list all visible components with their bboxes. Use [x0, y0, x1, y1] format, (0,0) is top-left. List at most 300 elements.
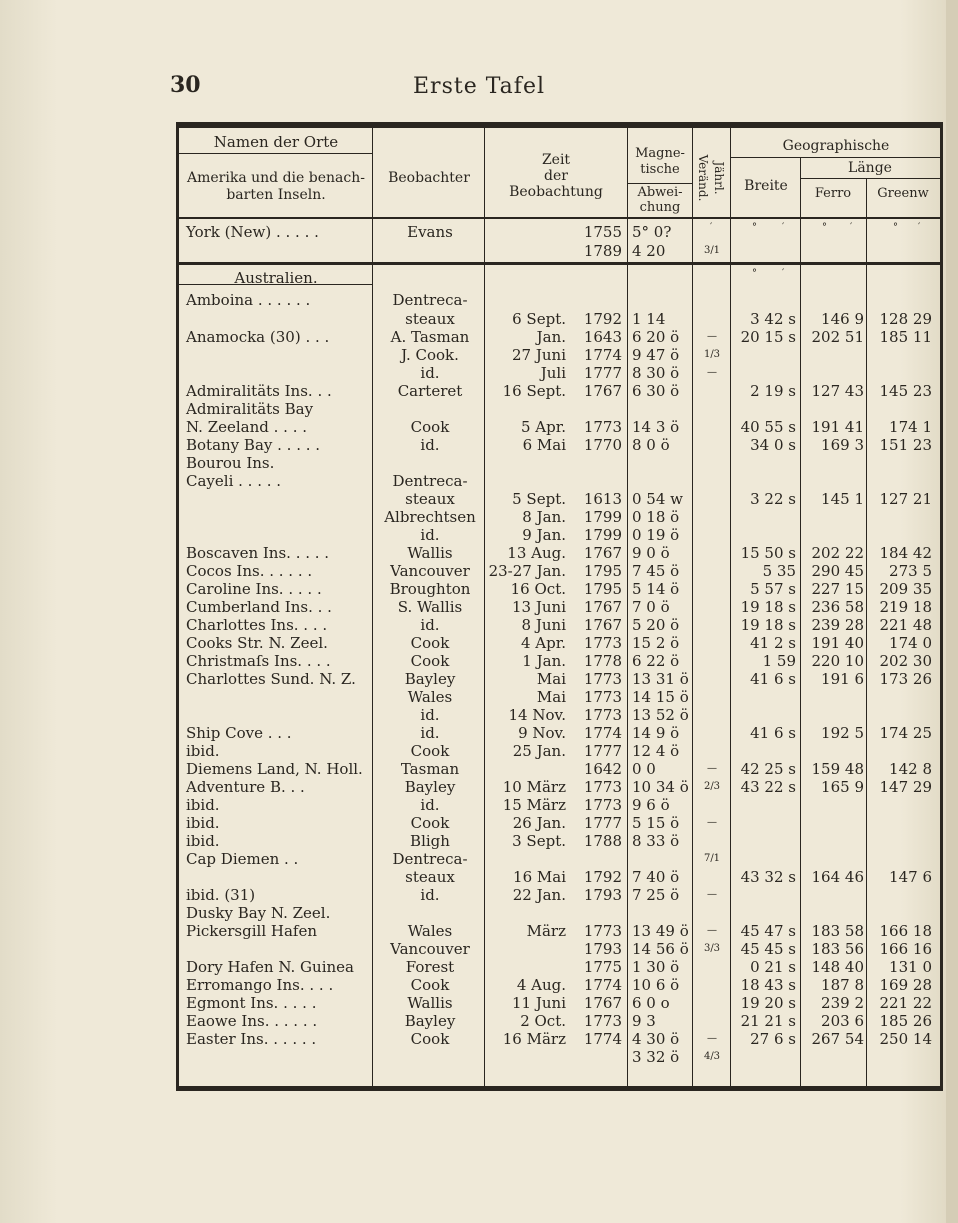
cell-mag: 14 3 ö [632, 418, 680, 436]
table-row [0, 1012, 958, 1030]
cell-obs: Tasman [400, 760, 460, 778]
header-annual: Jährl. Veränd. [696, 154, 726, 202]
cell-obs: id. [420, 526, 440, 544]
cell-mag: 0 54 w [632, 490, 684, 508]
section-title: Australien. [234, 269, 318, 287]
cell-ann: 2/3 [703, 781, 721, 792]
cell-mag: 8 33 ö [632, 832, 680, 850]
table-row [0, 508, 958, 526]
cell-gw: 185 26 [879, 1012, 932, 1030]
cell-year: 1788 [583, 832, 622, 850]
cell-place: Caroline Ins. . . . . [186, 580, 322, 598]
cell-date: 15 März [502, 796, 566, 814]
cell-ann: — [707, 817, 717, 828]
cell-date: 16 Sept. [502, 382, 566, 400]
cell-place: Amboina . . . . . . [186, 291, 311, 309]
cell-date: 26 Jan. [512, 814, 566, 832]
cell-place: Ship Cove . . . [186, 724, 292, 742]
cell-lat: 19 18 s [740, 616, 796, 634]
cell-mag: 0 19 ö [632, 526, 680, 544]
cell-year: 1777 [583, 814, 622, 832]
cell-place: Anamocka (30) . . . [186, 328, 330, 346]
cell-year: 1774 [583, 724, 622, 742]
cell-lat: 3 22 s [750, 490, 796, 508]
cell-year: 1773 [583, 922, 622, 940]
cell-ann: 1/3 [703, 349, 721, 360]
cell-mag: 5 20 ö [632, 616, 680, 634]
cell-obs: id. [420, 706, 440, 724]
cell-obs: id. [420, 724, 440, 742]
cell-year: 1778 [583, 652, 622, 670]
table-row [0, 580, 958, 598]
cell-date: 2 Oct. [520, 1012, 566, 1030]
cell-date: 8 Jan. [522, 508, 566, 526]
cell-lat: 42 25 s [740, 760, 796, 778]
cell-gw: 128 29 [879, 310, 932, 328]
cell-ferro: 267 54 [811, 1030, 864, 1048]
table-row [0, 742, 958, 760]
cell-year: 1773 [583, 778, 622, 796]
cell-year: 1613 [583, 490, 622, 508]
cell-gw: 185 11 [879, 328, 932, 346]
cell-date: 1 Jan. [522, 652, 566, 670]
cell-lat: 3 42 s [750, 310, 796, 328]
cell-mag: 6 20 ö [632, 328, 680, 346]
cell-date: März [526, 922, 566, 940]
cell-ferro: 202 22 [811, 544, 864, 562]
cell-ann: 3/1 [703, 245, 721, 256]
cell-gw: 147 29 [879, 778, 932, 796]
cell-lat: 15 50 s [740, 544, 796, 562]
table-row [0, 1048, 958, 1066]
cell-lat: 0 21 s [750, 958, 796, 976]
header-time: Zeit [541, 152, 571, 168]
cell-ferro: 191 40 [811, 634, 864, 652]
cell-year: 1777 [583, 364, 622, 382]
table-row [0, 310, 958, 328]
cell-ferro: 202 51 [811, 328, 864, 346]
cell-mag: 7 40 ö [632, 868, 680, 886]
header-time: Beobachtung [509, 184, 603, 200]
header-observer: Beobachter [388, 170, 470, 186]
cell-place: Bourou Ins. [186, 454, 275, 472]
cell-mag: 4 20 [632, 242, 666, 260]
cell-year: 1777 [583, 742, 622, 760]
cell-ann: — [707, 763, 717, 774]
cell-obs: Dentreca- [392, 850, 468, 868]
cell-gw: 174 1 [889, 418, 932, 436]
header-latitude: Breite [744, 178, 788, 194]
cell-place: Diemens Land, N. Holl. [186, 760, 363, 778]
cell-obs: A. Tasman [390, 328, 470, 346]
cell-obs: Cook [410, 1030, 450, 1048]
unit-minute: ′ [918, 222, 921, 233]
cell-ferro: 159 48 [811, 760, 864, 778]
cell-mag: 7 25 ö [632, 886, 680, 904]
cell-mag: 6 0 o [632, 994, 670, 1012]
cell-lat: 34 0 s [750, 436, 796, 454]
unit-minute: ′ [850, 222, 853, 233]
cell-year: 1792 [583, 868, 622, 886]
cell-lat: 20 15 s [740, 328, 796, 346]
cell-place: Christmaſs Ins. . . . [186, 652, 331, 670]
cell-gw: 219 18 [879, 598, 932, 616]
table-row [0, 382, 958, 400]
cell-mag: 7 45 ö [632, 562, 680, 580]
cell-obs: steaux [405, 310, 455, 328]
cell-date: 9 Jan. [522, 526, 566, 544]
table-row [0, 706, 958, 724]
cell-date: 23-27 Jan. [488, 562, 566, 580]
cell-date: 6 Sept. [512, 310, 566, 328]
cell-mag: 14 15 ö [632, 688, 689, 706]
cell-year: 1642 [583, 760, 622, 778]
cell-ferro: 290 45 [811, 562, 864, 580]
cell-place: Admiralitäts Ins. . . [186, 382, 332, 400]
table-row [0, 778, 958, 796]
table-row [0, 922, 958, 940]
header-magnetic: chung [639, 200, 681, 215]
cell-obs: Evans [407, 223, 453, 241]
cell-place: ibid. (31) [186, 886, 256, 904]
cell-place: Adventure B. . . [186, 778, 305, 796]
table-row [0, 454, 958, 472]
cell-date: 16 Mai [513, 868, 566, 886]
cell-date: 5 Sept. [512, 490, 566, 508]
cell-date: Mai [536, 670, 566, 688]
cell-gw: 174 0 [889, 634, 932, 652]
table-row [0, 526, 958, 544]
cell-obs: J. Cook. [401, 346, 459, 364]
cell-ferro: 145 1 [821, 490, 864, 508]
table-row [0, 436, 958, 454]
cell-gw: 273 5 [889, 562, 932, 580]
table-row [0, 904, 958, 922]
cell-gw: 221 48 [879, 616, 932, 634]
cell-year: 1774 [583, 346, 622, 364]
cell-ferro: 191 6 [821, 670, 864, 688]
cell-year: 1799 [583, 508, 622, 526]
cell-obs: Wales [407, 688, 453, 706]
cell-ferro: 220 10 [811, 652, 864, 670]
cell-lat: 5 35 [762, 562, 796, 580]
cell-date: 16 März [502, 1030, 566, 1048]
cell-lat: 18 43 s [740, 976, 796, 994]
cell-mag: 6 22 ö [632, 652, 680, 670]
cell-obs: Forest [405, 958, 455, 976]
cell-place: Egmont Ins. . . . . [186, 994, 317, 1012]
cell-place: Charlottes Sund. N. Z. [186, 670, 356, 688]
cell-lat: 5 57 s [750, 580, 796, 598]
cell-place: Cumberland Ins. . . [186, 598, 332, 616]
cell-obs: Cook [410, 814, 450, 832]
cell-lat: 41 6 s [750, 670, 796, 688]
cell-year: 1774 [583, 976, 622, 994]
cell-year: 1755 [583, 223, 622, 241]
header-longitude: Länge [848, 160, 892, 176]
cell-gw: 166 18 [879, 922, 932, 940]
header-geographic: Geographische [782, 138, 890, 154]
cell-gw: 145 23 [879, 382, 932, 400]
cell-obs: Broughton [389, 580, 471, 598]
cell-ferro: 164 46 [811, 868, 864, 886]
cell-gw: 169 28 [879, 976, 932, 994]
cell-mag: 6 30 ö [632, 382, 680, 400]
table-row [0, 616, 958, 634]
cell-mag: 9 0 ö [632, 544, 670, 562]
cell-place: Charlottes Ins. . . . [186, 616, 328, 634]
table-row [0, 544, 958, 562]
cell-ferro: 127 43 [811, 382, 864, 400]
table-row [0, 688, 958, 706]
cell-gw: 221 22 [879, 994, 932, 1012]
cell-place: Cooks Str. N. Zeel. [186, 634, 328, 652]
cell-gw: 173 26 [879, 670, 932, 688]
cell-obs: Wales [407, 922, 453, 940]
unit-minute: ′ [710, 222, 713, 233]
cell-gw: 174 25 [879, 724, 932, 742]
cell-place: Eaowe Ins. . . . . . [186, 1012, 318, 1030]
table-row [0, 994, 958, 1012]
table-row [0, 490, 958, 508]
cell-place: ibid. [186, 814, 220, 832]
table-row [0, 634, 958, 652]
cell-place: Botany Bay . . . . . [186, 436, 321, 454]
cell-ann: — [707, 1033, 717, 1044]
cell-date: 10 März [502, 778, 566, 796]
cell-obs: Dentreca- [392, 291, 468, 309]
cell-ann: — [707, 367, 717, 378]
table-row [0, 940, 958, 958]
cell-lat: 41 2 s [750, 634, 796, 652]
table-row [0, 1030, 958, 1048]
header-ferro: Ferro [814, 186, 852, 201]
cell-place: Cap Diemen . . [186, 850, 299, 868]
cell-obs: id. [420, 616, 440, 634]
cell-year: 1773 [583, 706, 622, 724]
cell-gw: 151 23 [879, 436, 932, 454]
unit-minute: ′ [782, 222, 785, 233]
cell-ferro: 146 9 [821, 310, 864, 328]
cell-lat: 45 47 s [740, 922, 796, 940]
cell-mag: 5 15 ö [632, 814, 680, 832]
table-row [0, 223, 958, 241]
cell-lat: 21 21 s [740, 1012, 796, 1030]
cell-mag: 0 0 [632, 760, 656, 778]
cell-year: 1795 [583, 562, 622, 580]
cell-year: 1793 [583, 940, 622, 958]
cell-obs: id. [420, 436, 440, 454]
cell-ann: 3/3 [703, 943, 721, 954]
cell-ann: — [707, 925, 717, 936]
cell-place: ibid. [186, 796, 220, 814]
cell-obs: S. Wallis [397, 598, 463, 616]
table-row [0, 832, 958, 850]
cell-obs: Cook [410, 418, 450, 436]
cell-date: 4 Apr. [520, 634, 566, 652]
cell-mag: 0 18 ö [632, 508, 680, 526]
cell-year: 1775 [583, 958, 622, 976]
cell-date: 22 Jan. [512, 886, 566, 904]
cell-ferro: 183 56 [811, 940, 864, 958]
table-row [0, 886, 958, 904]
table-row [0, 850, 958, 868]
cell-mag: 14 9 ö [632, 724, 680, 742]
cell-mag: 13 31 ö [632, 670, 689, 688]
table-row [0, 242, 958, 260]
cell-mag: 4 30 ö [632, 1030, 680, 1048]
cell-mag: 12 4 ö [632, 742, 680, 760]
cell-date: 14 Nov. [508, 706, 566, 724]
cell-place: Pickersgill Hafen [186, 922, 318, 940]
cell-ferro: 203 6 [821, 1012, 864, 1030]
cell-ferro: 183 58 [811, 922, 864, 940]
cell-mag: 13 52 ö [632, 706, 689, 724]
cell-date: 9 Nov. [518, 724, 566, 742]
cell-year: 1789 [583, 242, 622, 260]
table-row [0, 670, 958, 688]
cell-mag: 9 3 [632, 1012, 656, 1030]
cell-mag: 15 2 ö [632, 634, 680, 652]
table-row [0, 291, 958, 309]
cell-lat: 41 6 s [750, 724, 796, 742]
cell-gw: 131 0 [889, 958, 932, 976]
cell-year: 1773 [583, 688, 622, 706]
cell-obs: Wallis [407, 994, 453, 1012]
cell-gw: 202 30 [879, 652, 932, 670]
cell-date: 4 Aug. [516, 976, 566, 994]
cell-mag: 3 32 ö [632, 1048, 680, 1066]
header-magnetic: Abwei- [637, 185, 683, 200]
table-row [0, 346, 958, 364]
cell-place: Boscaven Ins. . . . . [186, 544, 330, 562]
header-magnetic: tische [640, 162, 680, 177]
header-place: Namen der Orte [213, 133, 339, 151]
cell-ann: 4/3 [703, 1051, 721, 1062]
table-row [0, 400, 958, 418]
table-row [0, 796, 958, 814]
cell-mag: 8 30 ö [632, 364, 680, 382]
cell-mag: 10 6 ö [632, 976, 680, 994]
cell-lat: 45 45 s [740, 940, 796, 958]
cell-lat: 40 55 s [740, 418, 796, 436]
cell-place: Cocos Ins. . . . . . [186, 562, 313, 580]
cell-obs: Bligh [410, 832, 450, 850]
cell-date: Mai [536, 688, 566, 706]
cell-ferro: 239 28 [811, 616, 864, 634]
table-row [0, 652, 958, 670]
table-row [0, 958, 958, 976]
cell-mag: 1 14 [632, 310, 666, 328]
unit-degree: ° [752, 222, 757, 233]
cell-ferro: 148 40 [811, 958, 864, 976]
cell-year: 1773 [583, 670, 622, 688]
cell-date: 8 Juni [521, 616, 566, 634]
cell-obs: Albrechtsen [384, 508, 476, 526]
cell-year: 1773 [583, 634, 622, 652]
table-row [0, 472, 958, 490]
cell-gw: 250 14 [879, 1030, 932, 1048]
cell-obs: Vancouver [390, 940, 470, 958]
table-row [0, 976, 958, 994]
cell-obs: steaux [405, 868, 455, 886]
cell-place: York (New) . . . . . [186, 223, 319, 241]
cell-lat: 27 6 s [750, 1030, 796, 1048]
cell-lat: 43 32 s [740, 868, 796, 886]
cell-ferro: 236 58 [811, 598, 864, 616]
header-place-sub: Amerika und die benach- [187, 170, 365, 186]
cell-year: 1792 [583, 310, 622, 328]
cell-place: ibid. [186, 742, 220, 760]
cell-year: 1773 [583, 796, 622, 814]
cell-obs: Bayley [404, 670, 456, 688]
cell-date: Juli [540, 364, 566, 382]
cell-gw: 166 16 [879, 940, 932, 958]
unit-degree: ° [893, 222, 898, 233]
cell-date: 27 Juni [512, 346, 566, 364]
cell-year: 1793 [583, 886, 622, 904]
cell-lat: 43 22 s [740, 778, 796, 796]
table-row [0, 760, 958, 778]
cell-date: 3 Sept. [512, 832, 566, 850]
cell-ferro: 187 8 [821, 976, 864, 994]
table-row [0, 364, 958, 382]
cell-place: Admiralitäts Bay [186, 400, 314, 418]
table-row [0, 814, 958, 832]
cell-lat: 19 18 s [740, 598, 796, 616]
cell-year: 1770 [583, 436, 622, 454]
cell-date: 13 Juni [512, 598, 566, 616]
cell-ferro: 191 41 [811, 418, 864, 436]
cell-ferro: 239 2 [821, 994, 864, 1012]
cell-year: 1799 [583, 526, 622, 544]
cell-place: Easter Ins. . . . . . [186, 1030, 317, 1048]
cell-place: Erromango Ins. . . . [186, 976, 334, 994]
cell-lat: 2 19 s [750, 382, 796, 400]
cell-date: Jan. [536, 328, 566, 346]
cell-ann: — [707, 889, 717, 900]
cell-obs: Carteret [397, 382, 463, 400]
cell-mag: 10 34 ö [632, 778, 689, 796]
cell-obs: Cook [410, 634, 450, 652]
cell-mag: 14 56 ö [632, 940, 689, 958]
cell-gw: 209 35 [879, 580, 932, 598]
unit-degree: ° [752, 268, 757, 279]
table-row [0, 562, 958, 580]
cell-year: 1773 [583, 1012, 622, 1030]
page-title: Erste Tafel [413, 74, 545, 99]
cell-mag: 1 30 ö [632, 958, 680, 976]
cell-date: 6 Mai [522, 436, 566, 454]
header-place-sub: barten Inseln. [226, 187, 326, 203]
cell-gw: 142 8 [889, 760, 932, 778]
cell-obs: Bayley [404, 1012, 456, 1030]
cell-ferro: 169 3 [821, 436, 864, 454]
cell-gw: 184 42 [879, 544, 932, 562]
cell-mag: 13 49 ö [632, 922, 689, 940]
cell-gw: 147 6 [889, 868, 932, 886]
cell-obs: Wallis [407, 544, 453, 562]
cell-date: 13 Aug. [507, 544, 566, 562]
cell-mag: 5° 0? [632, 223, 672, 241]
cell-obs: id. [420, 364, 440, 382]
cell-obs: Cook [410, 976, 450, 994]
cell-year: 1767 [583, 544, 622, 562]
cell-mag: 8 0 ö [632, 436, 670, 454]
cell-year: 1767 [583, 994, 622, 1012]
cell-place: Cayeli . . . . . [186, 472, 282, 490]
cell-year: 1767 [583, 616, 622, 634]
